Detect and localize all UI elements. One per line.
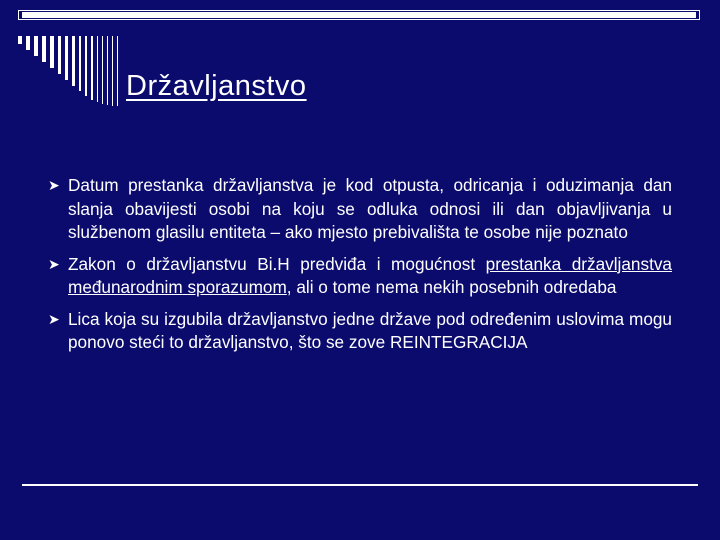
underlined-term: sporazumom [187,277,287,297]
decorative-bar [42,36,46,62]
bullet-text-part: , ali o tome nema nekih posebnih odredaba [286,277,617,297]
decorative-bar [34,36,38,56]
decorative-bar [26,36,30,50]
decorative-bar [107,36,108,105]
decorative-bar [72,36,75,86]
decorative-bars [18,36,128,106]
decorative-bar [97,36,98,102]
top-border-bar [22,12,696,18]
bullet-item [48,174,672,245]
bullet-item [48,308,672,355]
arrow-bullet-icon: ➤ [48,177,60,193]
bullet-item [48,253,672,300]
bottom-divider [22,484,698,486]
underlined-term: međunarodnim [68,277,183,297]
bullet-text [68,254,672,298]
bullet-list [48,174,672,363]
bullet-text-part: Zakon o državljanstvu Bi.H predviđa i mogućnost [68,253,486,274]
decorative-bar [117,36,118,106]
arrow-bullet-icon: ➤ [48,255,60,272]
decorative-bar [65,36,68,80]
decorative-bar [102,36,103,104]
slide-title: Državljanstvo [126,70,307,102]
decorative-bar [58,36,61,74]
underlined-term: prestanka državljanstva [485,253,672,274]
decorative-bar [112,36,113,106]
bullet-text: Datum prestanka državljanstva je kod otpusta, odricanja i oduzimanja dan slanja obavijesti osobi na koju se odluka odnosi ili dan objavljivanja u službenom glasilu entiteta – ako mjesto prebivališta te osobe nije poznato [68,175,672,242]
arrow-bullet-icon: ➤ [48,310,60,327]
decorative-bar [79,36,81,91]
bullet-text: Lica koja su izgubila državljanstvo jedne države pod određenim uslovima mogu ponovo steći to državljanstvo, što se zove REINTEGRACIJA [68,308,672,352]
decorative-bar [91,36,93,100]
decorative-bar [50,36,54,68]
decorative-bar [85,36,87,96]
decorative-bar [18,36,22,44]
